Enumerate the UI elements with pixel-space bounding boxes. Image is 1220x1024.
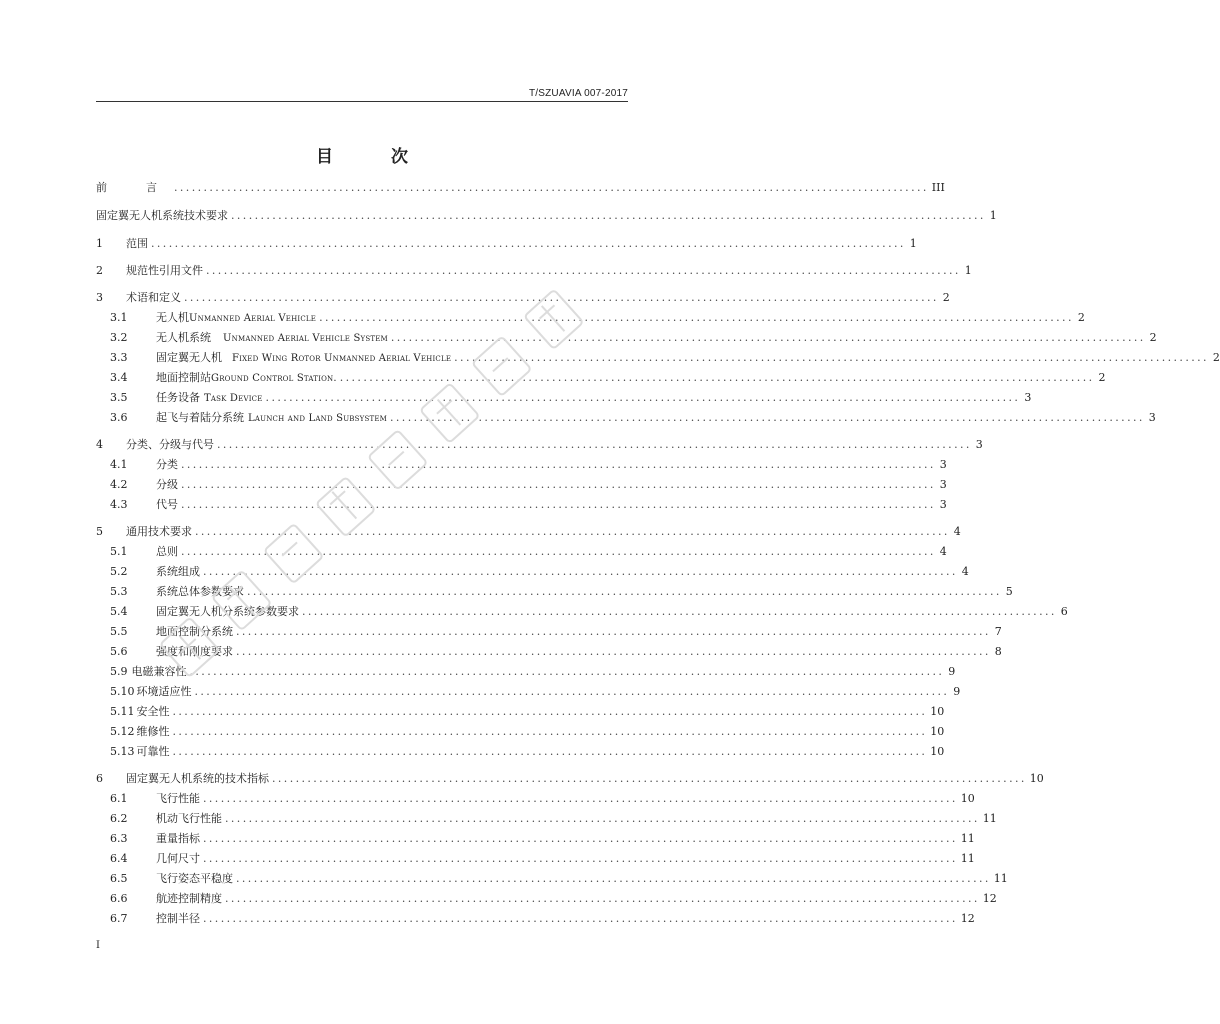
toc-entry-title: 固定翼无人机分系统参数要求	[156, 605, 299, 618]
toc-entry[interactable]	[96, 236, 917, 252]
toc-entry-title: 总则	[156, 545, 178, 558]
toc-leader: ................................................................................................................................	[236, 872, 991, 885]
toc-leader: ................................................................................................................................	[174, 181, 929, 194]
toc-entry-page: III	[931, 181, 945, 194]
toc-entry-number: 6.7	[110, 912, 128, 925]
toc-entry-page: 5	[1005, 585, 1013, 598]
toc-entry-page: 11	[982, 812, 997, 825]
toc-entry-title-en: Task Device	[204, 393, 263, 404]
toc-entry-title: 起飞与着陆分系统	[156, 411, 244, 424]
toc-entry[interactable]	[96, 911, 975, 927]
toc-entry-number: 1	[96, 237, 103, 250]
toc-entry-page: 9	[953, 685, 961, 698]
toc-entry-number: 5	[96, 525, 103, 538]
toc-entry-number: 6.1	[110, 792, 128, 805]
toc-entry-number: 3.4	[110, 371, 128, 384]
toc-entry-number: 4	[96, 438, 103, 451]
toc-entry-page: 11	[960, 832, 975, 845]
toc-entry[interactable]	[96, 851, 975, 867]
toc-leader: ................................................................................................................................	[390, 331, 1146, 344]
toc-entry-number: 6.4	[110, 852, 128, 865]
toc-entry-page: 2	[1212, 351, 1220, 364]
toc-entry-title: 重量指标	[156, 832, 200, 845]
toc-entry[interactable]	[96, 180, 945, 196]
toc-entry[interactable]	[96, 208, 997, 224]
toc-leader: ................................................................................................................................	[181, 545, 936, 558]
toc-entry-page: 4	[939, 545, 947, 558]
toc-entry[interactable]	[96, 524, 961, 540]
toc-entry-page: 11	[993, 872, 1008, 885]
toc-entry-number: 5.4	[110, 605, 128, 618]
toc-entry-page: 1	[909, 237, 917, 250]
toc-entry-page: 10	[930, 705, 945, 718]
toc-entry[interactable]	[96, 684, 961, 700]
toc-entry-number: 3.3	[110, 351, 128, 364]
toc-entry-number: 2	[96, 264, 103, 277]
toc-entry-title-en: Fixed Wing Rotor Unmanned Aerial Vehicle	[232, 353, 452, 364]
toc-entry[interactable]	[96, 263, 972, 279]
toc-entry[interactable]	[96, 604, 1068, 620]
toc-entry-page: 2	[1149, 331, 1157, 344]
toc-entry-title-en: Ground Control Station.	[211, 373, 337, 384]
toc-leader: ................................................................................................................................	[181, 478, 936, 491]
toc-entry[interactable]	[96, 724, 945, 740]
toc-entry-page: 3	[975, 438, 983, 451]
toc-entry[interactable]	[96, 871, 1008, 887]
toc-entry-page: 6	[1060, 605, 1068, 618]
toc-entry-page: 1	[964, 264, 972, 277]
toc-leader: ................................................................................................................................	[195, 525, 950, 538]
toc-entry-title: 机动飞行性能	[156, 812, 222, 825]
toc-leader: ................................................................................................................................	[181, 498, 936, 511]
toc-entry-title: 范围	[126, 237, 148, 250]
toc-entry-page: 8	[994, 645, 1002, 658]
toc-entry-number: 5.12	[110, 725, 135, 738]
page-number: I	[96, 940, 100, 951]
toc-entry-title-en: Unmanned Aerial Vehicle	[189, 313, 317, 324]
toc-entry-number: 5.9	[110, 665, 128, 678]
toc-entry-page: 2	[1077, 311, 1085, 324]
toc-entry-number: 5.11	[110, 705, 135, 718]
toc-entry-title: 维修性	[136, 725, 170, 738]
toc-entry[interactable]	[96, 791, 975, 807]
toc-entry-page: 7	[994, 625, 1002, 638]
toc-leader: ................................................................................................................................	[172, 705, 928, 718]
toc-title: 目 次	[316, 147, 434, 167]
toc-entry[interactable]	[96, 704, 945, 720]
toc-entry-page: 3	[939, 498, 947, 511]
toc-entry[interactable]	[96, 477, 947, 493]
toc-entry[interactable]	[96, 564, 969, 580]
toc-leader: ................................................................................................................................	[217, 438, 972, 451]
toc-leader: ................................................................................................................................	[231, 209, 986, 222]
toc-entry-title: 术语和定义	[126, 291, 181, 304]
toc-entry-title: 固定翼无人机系统的技术指标	[126, 772, 269, 785]
toc-entry-page: 12	[982, 892, 997, 905]
toc-leader: ................................................................................................................................	[181, 458, 936, 471]
toc-entry-number: 6.2	[110, 812, 128, 825]
toc-entry[interactable]	[96, 290, 950, 306]
toc-entry-page: 3	[1024, 391, 1032, 404]
toc-entry-title: 系统组成	[156, 565, 200, 578]
toc-entry-number: 5.10	[110, 685, 135, 698]
toc-entry-number: 3.2	[110, 331, 128, 344]
toc-entry-title: 系统总体参数要求	[156, 585, 244, 598]
toc-leader: ................................................................................................................................	[172, 745, 928, 758]
toc-entry-number: 6.5	[110, 872, 128, 885]
toc-entry-title: 固定翼无人机	[156, 351, 222, 364]
toc-leader: ................................................................................................................................	[184, 291, 939, 304]
toc-leader: ................................................................................................................................	[236, 625, 991, 638]
toc-entry-page: 2	[942, 291, 950, 304]
toc-leader: ................................................................................................................................	[247, 585, 1002, 598]
toc-entry-title: 地面控制站	[156, 371, 211, 384]
toc-entry[interactable]	[96, 744, 945, 760]
toc-entry-page: 12	[960, 912, 975, 925]
toc-entry[interactable]	[96, 624, 1002, 640]
toc-entry-number: 4.2	[110, 478, 128, 491]
toc-entry-title: 安全性	[136, 705, 170, 718]
toc-leader: ................................................................................................................................	[194, 685, 950, 698]
toc-entry-title: 控制半径	[156, 912, 200, 925]
toc-entry[interactable]	[96, 410, 1156, 426]
toc-entry[interactable]	[96, 584, 1013, 600]
toc-leader: ................................................................................................................................	[302, 605, 1057, 618]
toc-entry-page: 9	[948, 665, 956, 678]
toc-entry-title: 分级	[156, 478, 178, 491]
toc-entry-number: 5.13	[110, 745, 135, 758]
toc-entry-number: 5.2	[110, 565, 128, 578]
toc-entry[interactable]	[96, 644, 1002, 660]
toc-entry-page: 10	[1029, 772, 1044, 785]
toc-entry[interactable]	[96, 370, 1106, 386]
toc-entry-title: 几何尺寸	[156, 852, 200, 865]
toc-entry-number: 6	[96, 772, 103, 785]
toc-entry-title: 地面控制分系统	[156, 625, 233, 638]
toc-entry-title: 前 言	[96, 181, 171, 194]
toc-entry-number: 3.6	[110, 411, 128, 424]
toc-leader: ................................................................................................................................	[206, 264, 961, 277]
toc-leader: ................................................................................................................................	[265, 391, 1021, 404]
toc-entry-page: 3	[939, 458, 947, 471]
toc-entry[interactable]	[96, 771, 1044, 787]
standard-code: T/SZUAVIA 007-2017	[528, 88, 628, 99]
toc-leader: ................................................................................................................................	[236, 645, 991, 658]
toc-entry[interactable]	[96, 811, 997, 827]
toc-entry-title: 强度和刚度要求	[156, 645, 233, 658]
toc-entry-number: 5.3	[110, 585, 128, 598]
toc-entry-title: 航迹控制精度	[156, 892, 222, 905]
toc-entry[interactable]	[96, 831, 975, 847]
toc-entry-page: 10	[930, 745, 945, 758]
toc-entry-page: 2	[1098, 371, 1106, 384]
toc-entry-page: 11	[960, 852, 975, 865]
toc-entry-page: 10	[930, 725, 945, 738]
toc-leader: ................................................................................................................................	[272, 772, 1027, 785]
toc-entry[interactable]	[96, 350, 1220, 366]
toc-leader: ................................................................................................................................	[203, 792, 958, 805]
toc-entry-title: 环境适应性	[136, 685, 192, 698]
toc-entry[interactable]	[96, 497, 947, 513]
toc-entry[interactable]	[96, 390, 1032, 406]
toc-entry[interactable]	[96, 330, 1157, 346]
toc-entry-title: 规范性引用文件	[126, 264, 203, 277]
toc-entry-number: 5.5	[110, 625, 128, 638]
toc-entry[interactable]	[96, 544, 947, 560]
toc-leader: ................................................................................................................................	[339, 371, 1095, 384]
toc-leader: ................................................................................................................................	[319, 311, 1074, 324]
toc-entry[interactable]	[96, 310, 1085, 326]
toc-entry-title: 可靠性	[136, 745, 170, 758]
toc-entry-number: 4.3	[110, 498, 128, 511]
toc-entry-number: 3.5	[110, 391, 128, 404]
toc-leader: ................................................................................................................................	[203, 565, 958, 578]
toc-leader: ................................................................................................................................	[203, 912, 958, 925]
toc-entry-page: 1	[989, 209, 997, 222]
toc-entry-title-en: Launch and Land Subsystem	[248, 413, 387, 424]
toc-entry-page: 10	[960, 792, 975, 805]
toc-entry-title: 无人机	[156, 311, 189, 324]
toc-entry-title: 飞行性能	[156, 792, 200, 805]
toc-leader: ................................................................................................................................	[151, 237, 906, 250]
toc-entry-title: 代号	[156, 498, 178, 511]
toc-entry-number: 3	[96, 291, 103, 304]
toc-entry-title: 分类	[156, 458, 178, 471]
toc-leader: ................................................................................................................................	[225, 892, 980, 905]
toc-leader: ................................................................................................................................	[390, 411, 1145, 424]
toc-entry-title: 无人机系统	[156, 331, 211, 344]
toc-entry-title: 任务设备	[156, 391, 200, 404]
toc-entry-page: 4	[961, 565, 969, 578]
toc-entry-number: 4.1	[110, 458, 128, 471]
toc-entry-number: 6.3	[110, 832, 128, 845]
toc-leader: ................................................................................................................................	[172, 725, 928, 738]
toc-leader: ................................................................................................................................	[189, 665, 945, 678]
toc-entry-number: 3.1	[110, 311, 128, 324]
toc-entry[interactable]	[96, 437, 983, 453]
toc-entry-page: 3	[939, 478, 947, 491]
toc-leader: ................................................................................................................................	[225, 812, 980, 825]
toc-entry-title: 电磁兼容性	[131, 665, 187, 678]
toc-entry-number: 5.6	[110, 645, 128, 658]
toc-entry-page: 4	[953, 525, 961, 538]
toc-entry[interactable]	[96, 457, 947, 473]
toc-entry-page: 3	[1148, 411, 1156, 424]
toc-entry-number: 6.6	[110, 892, 128, 905]
toc-leader: ................................................................................................................................	[203, 852, 958, 865]
toc-entry-title: 固定翼无人机系统技术要求	[96, 209, 228, 222]
toc-entry-title: 通用技术要求	[126, 525, 192, 538]
toc-leader: ................................................................................................................................	[203, 832, 958, 845]
toc-leader: ................................................................................................................................	[454, 351, 1209, 364]
toc-entry-title: 飞行姿态平稳度	[156, 872, 233, 885]
toc-entry-title: 分类、分级与代号	[126, 438, 214, 451]
toc-entry[interactable]	[96, 891, 997, 907]
toc-entry-title-en: Unmanned Aerial Vehicle System	[223, 333, 388, 344]
toc-entry-number: 5.1	[110, 545, 128, 558]
toc-entry[interactable]	[96, 664, 956, 680]
